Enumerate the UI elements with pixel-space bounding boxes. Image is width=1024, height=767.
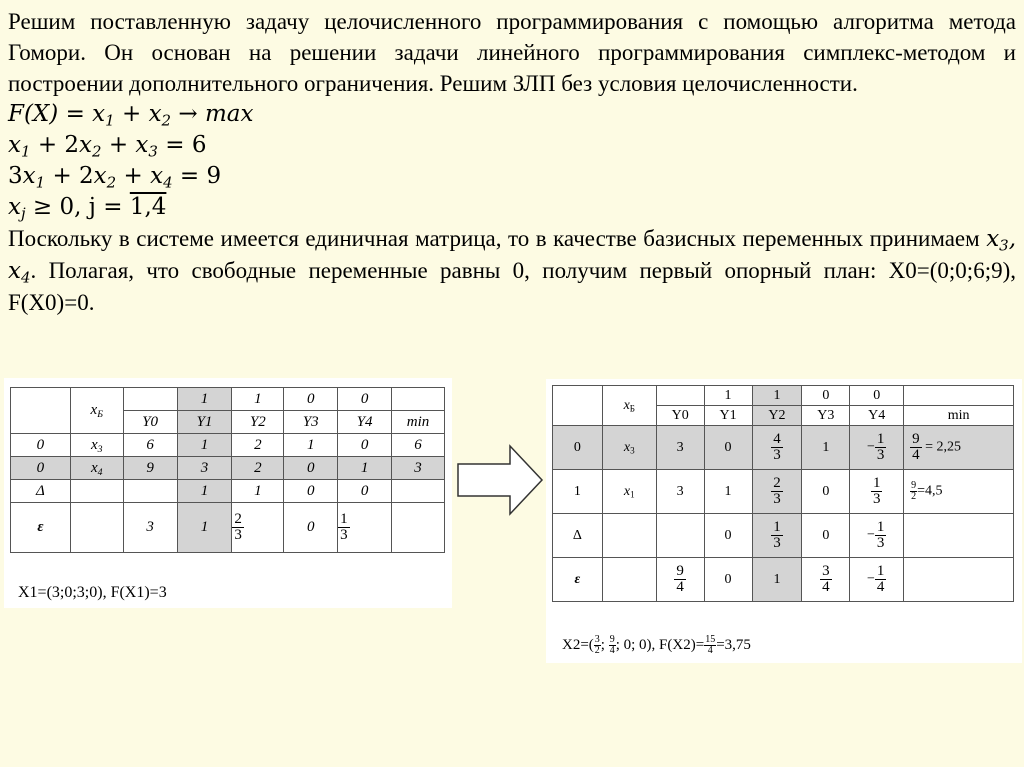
table-row	[553, 470, 1014, 514]
table-cell: 0	[284, 480, 338, 503]
table-cell	[656, 386, 704, 406]
intro-text	[8, 6, 1016, 318]
iteration-1-result: X1=(3;0;3;0), F(X1)=3	[18, 584, 167, 601]
column-header: Y1	[177, 411, 232, 434]
column-header: Y0	[123, 411, 177, 434]
table-cell: 1	[232, 388, 284, 411]
table-cell	[904, 558, 1014, 602]
table-cell: 1	[704, 386, 752, 406]
table-cell: 0	[802, 386, 850, 406]
column-header: Y4	[338, 411, 392, 434]
simplex-table-2	[552, 385, 1014, 602]
table-cell: 1	[177, 388, 232, 411]
table-cell: 9	[123, 457, 177, 480]
intro-paragraph-1: Решим поставленную задачу целочисленного программирования с помощью алгоритма метода Гомори. Он основан на решении задачи линейного программирования симплекс-методом и построении дополнительного ограничения. Решим ЗЛП без условия целочисленности.	[8, 9, 1016, 96]
column-header: min	[392, 411, 445, 434]
table-cell: $x_3$	[70, 434, 123, 457]
table-row	[11, 503, 445, 553]
table-cell: 0	[704, 426, 752, 470]
epsilon-label: ε	[11, 503, 71, 553]
table-row	[553, 514, 1014, 558]
table-cell: 1	[802, 426, 850, 470]
simplex-table-2-panel	[546, 379, 1022, 663]
column-header: Y2	[232, 411, 284, 434]
table-cell: 6	[392, 434, 445, 457]
table-row	[11, 388, 445, 411]
table-cell	[70, 503, 123, 553]
table-row	[11, 480, 445, 503]
table-cell: 1	[553, 470, 603, 514]
table-cell	[602, 558, 656, 602]
table-cell	[123, 388, 177, 411]
table-cell: 3	[177, 457, 232, 480]
fraction-cell: $\frac{3}{4}$	[802, 558, 850, 602]
table-cell: 1	[338, 457, 392, 480]
table-cell: 3	[392, 457, 445, 480]
table-cell: $x_3$	[602, 426, 656, 470]
nonnegativity-constraint: $x_j \ge 0$, j = 1,4	[8, 194, 167, 223]
table-cell: 0	[850, 386, 904, 406]
fraction-cell: $\frac{1}{3}$	[338, 503, 392, 553]
min-cell: $\frac{9}{4}$ = 2,25	[904, 426, 1014, 470]
table-cell: 1	[177, 434, 232, 457]
table-row	[553, 386, 1014, 406]
column-header: Y0	[656, 406, 704, 426]
table-cell	[392, 480, 445, 503]
table-cell: 0	[704, 514, 752, 558]
column-header: Y2	[752, 406, 802, 426]
table-cell: 0	[338, 388, 392, 411]
epsilon-label: ε	[553, 558, 603, 602]
table-cell: 1	[232, 480, 284, 503]
fraction-cell: − $\frac{1}{3}$	[850, 426, 904, 470]
table-cell	[602, 514, 656, 558]
iteration-2-result: X2=( $\frac{3}{2}$ ; $\frac{9}{4}$ ; 0; 0), F(X2)= $\frac{15}{4}$ =3,75	[562, 634, 751, 656]
table-cell: 0	[704, 558, 752, 602]
fraction-cell: $\frac{1}{3}$	[752, 514, 802, 558]
fraction-cell: $\frac{2}{3}$	[232, 503, 284, 553]
table-cell: 0	[338, 480, 392, 503]
table-cell: 1	[704, 470, 752, 514]
table-cell	[656, 514, 704, 558]
table-cell: 1	[177, 480, 232, 503]
table-cell: 0	[284, 388, 338, 411]
table-row	[11, 457, 445, 480]
basis-header: $x_Б$	[70, 388, 123, 434]
table-cell: 0	[284, 503, 338, 553]
table-cell	[123, 480, 177, 503]
constraint-1: $x_1 + 2x_2 + x_3 = 6$	[8, 132, 207, 161]
table-cell	[392, 503, 445, 553]
simplex-table-1-panel	[4, 378, 452, 608]
table-cell: 0	[284, 457, 338, 480]
table-cell	[904, 514, 1014, 558]
table-cell: 1	[177, 503, 232, 553]
table-cell: 0	[338, 434, 392, 457]
table-cell: 0	[802, 470, 850, 514]
table-cell: 0	[802, 514, 850, 558]
constraint-2: $3x_1 + 2x_2 + x_4 = 9$	[8, 163, 222, 192]
fraction-cell: $\frac{4}{3}$	[752, 426, 802, 470]
table-cell: 1	[752, 558, 802, 602]
table-cell: 0	[11, 457, 71, 480]
table-row	[553, 426, 1014, 470]
column-header: Y1	[704, 406, 752, 426]
table-cell	[392, 388, 445, 411]
table-cell	[70, 480, 123, 503]
table-cell: 3	[656, 426, 704, 470]
table-cell: 1	[284, 434, 338, 457]
basis-header: $x_Б$	[602, 386, 656, 426]
column-header: min	[904, 406, 1014, 426]
table-row	[11, 434, 445, 457]
table-cell: Δ	[553, 514, 603, 558]
arrow-right-icon	[456, 444, 544, 516]
simplex-table-1	[10, 387, 445, 553]
objective-function: $F(X) = x_1 + x_2 \to \max$	[8, 101, 254, 130]
table-cell	[904, 386, 1014, 406]
table-cell: Δ	[11, 480, 71, 503]
table-cell: 2	[232, 434, 284, 457]
table-cell: 1	[752, 386, 802, 406]
fraction-cell: − $\frac{1}{3}$	[850, 514, 904, 558]
column-header: Y4	[850, 406, 904, 426]
table-row	[553, 558, 1014, 602]
table-cell: 0	[553, 426, 603, 470]
column-header: Y3	[284, 411, 338, 434]
fraction-cell: $\frac{2}{3}$	[752, 470, 802, 514]
fraction-cell: − $\frac{1}{4}$	[850, 558, 904, 602]
table-cell: 2	[232, 457, 284, 480]
table-cell: 3	[123, 503, 177, 553]
table-cell: $x_1$	[602, 470, 656, 514]
fraction-cell: $\frac{9}{4}$	[656, 558, 704, 602]
table-cell: $x_4$	[70, 457, 123, 480]
table-cell	[553, 386, 603, 426]
min-cell: $\frac{9}{2}$ =4,5	[904, 470, 1014, 514]
fraction-cell: $\frac{1}{3}$	[850, 470, 904, 514]
table-cell: 6	[123, 434, 177, 457]
table-cell: 3	[656, 470, 704, 514]
column-header: Y3	[802, 406, 850, 426]
table-cell	[11, 388, 71, 434]
table-cell: 0	[11, 434, 71, 457]
intro-paragraph-2: Поскольку в системе имеется единичная матрица, то в качестве базисных переменных принимаем $x_3$, $x_4$. Полагая, что свободные переменные равны 0, получим первый опорный план: X0=(0;0;6;9), F(X0)=0.	[8, 226, 1016, 315]
